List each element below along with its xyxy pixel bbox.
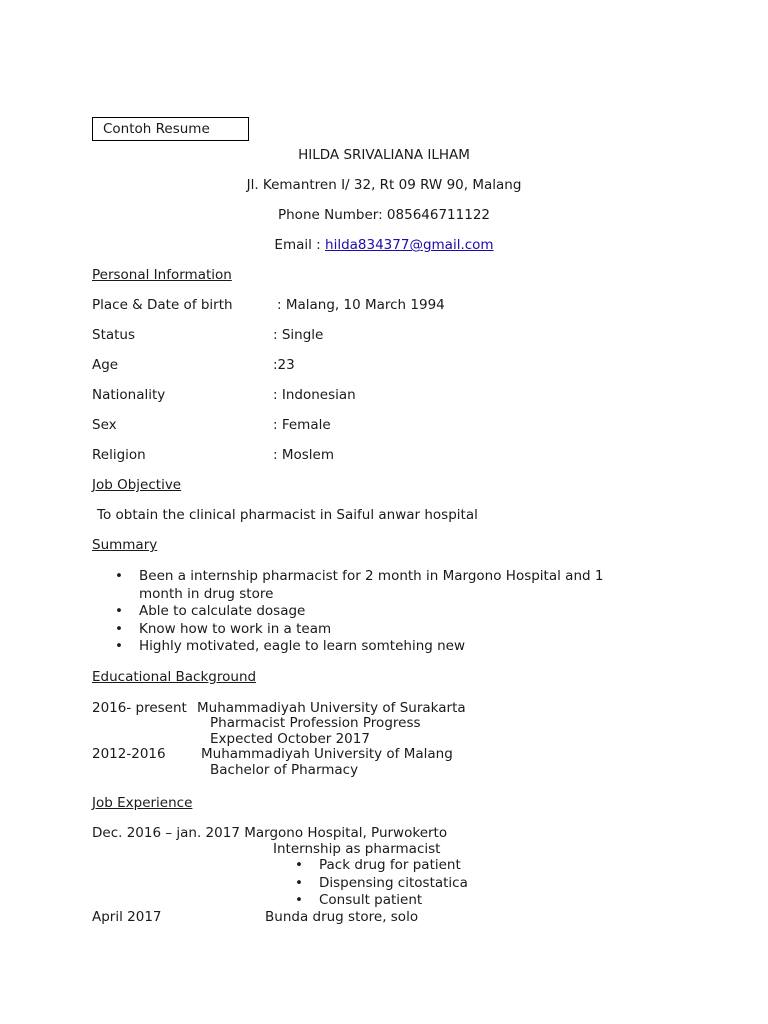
personal-value-religion: : Moslem (273, 447, 334, 463)
email-label: Email : (274, 237, 326, 253)
job-objective-text: To obtain the clinical pharmacist in Saiful anwar hospital (97, 507, 478, 523)
personal-label-status: Status (92, 327, 136, 343)
summary-item: • Able to calculate dosage (139, 603, 649, 621)
personal-info-heading: Personal Information (92, 267, 232, 283)
education-period: 2012-2016 (92, 746, 166, 762)
applicant-name: HILDA SRIVALIANA ILHAM (298, 147, 470, 163)
experience-period-line (92, 825, 447, 841)
applicant-address: Jl. Kemantren I/ 32, Rt 09 RW 90, Malang (246, 177, 522, 193)
summary-item: • Know how to work in a team (139, 621, 649, 639)
email-link[interactable]: hilda834377@gmail.com (325, 237, 494, 253)
personal-value-nationality: : Indonesian (273, 387, 356, 403)
education-detail: Expected October 2017 (210, 731, 370, 747)
experience-place: Margono Hospital, Purwokerto (244, 825, 448, 841)
experience-task: • Pack drug for patient (319, 857, 619, 875)
experience-role: Internship as pharmacist (273, 841, 441, 857)
experience-period: Dec. 2016 – jan. 2017 (92, 825, 240, 841)
education-institution: Muhammadiyah University of Surakarta (197, 700, 466, 716)
experience-task: • Dispensing citostatica (319, 875, 619, 893)
summary-item: • Highly motivated, eagle to learn somtehing new (139, 638, 649, 656)
experience-task-list (319, 857, 619, 910)
applicant-email-line (0, 237, 768, 253)
experience-task: • Consult patient (319, 892, 619, 910)
education-detail: Bachelor of Pharmacy (210, 762, 359, 778)
job-experience-heading: Job Experience (92, 795, 193, 811)
summary-heading: Summary (92, 537, 158, 553)
experience-period: April 2017 (92, 909, 162, 925)
personal-label-sex: Sex (92, 417, 117, 433)
personal-label-religion: Religion (92, 447, 146, 463)
education-period: 2016- present (92, 700, 187, 716)
education-detail: Pharmacist Profession Progress (210, 715, 421, 731)
summary-item: • Been a internship pharmacist for 2 month in Margono Hospital and 1 month in drug store (139, 568, 649, 603)
education-heading: Educational Background (92, 669, 257, 685)
personal-value-birth: : Malang, 10 March 1994 (277, 297, 445, 313)
personal-label-age: Age (92, 357, 119, 373)
job-objective-heading: Job Objective (92, 477, 182, 493)
applicant-phone: Phone Number: 085646711122 (277, 207, 490, 223)
summary-list (139, 568, 649, 656)
personal-label-birth: Place & Date of birth (92, 297, 233, 313)
experience-place: Bunda drug store, solo (265, 909, 419, 925)
education-institution: Muhammadiyah University of Malang (201, 746, 453, 762)
personal-value-status: : Single (273, 327, 324, 343)
personal-label-nationality: Nationality (92, 387, 166, 403)
personal-value-age: :23 (273, 357, 295, 373)
title-box (92, 117, 249, 141)
personal-value-sex: : Female (273, 417, 331, 433)
title-box-label: Contoh Resume (103, 121, 210, 137)
